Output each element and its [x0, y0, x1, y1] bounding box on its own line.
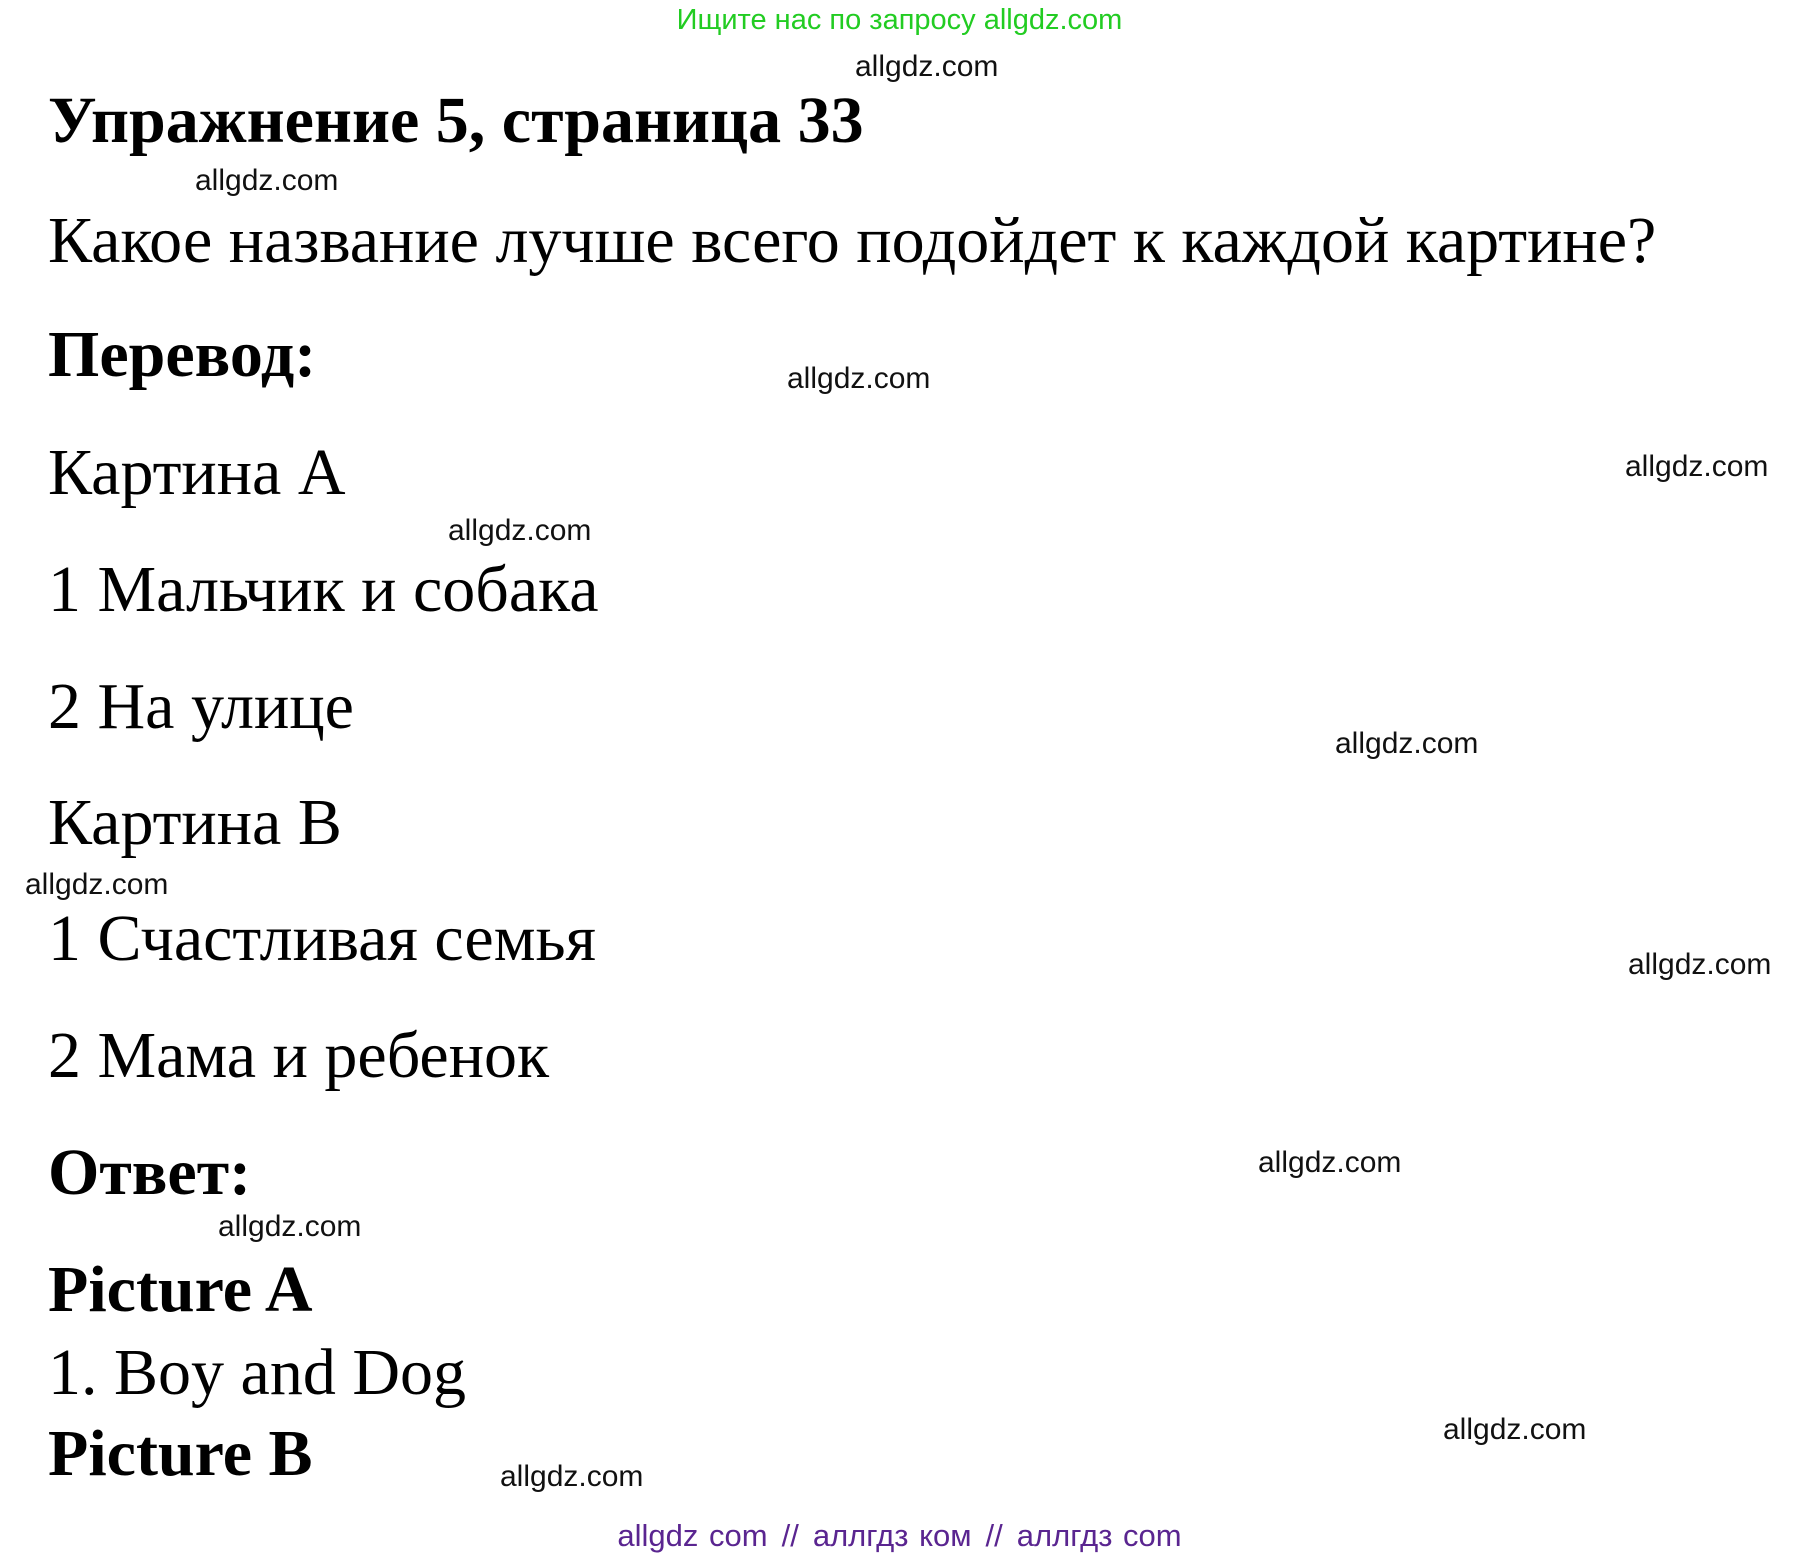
watermark: allgdz.com — [855, 50, 999, 83]
translation-picture-b: Картина B — [48, 786, 342, 859]
watermark: allgdz.com — [218, 1210, 362, 1243]
watermark: allgdz.com — [448, 514, 592, 547]
answer-picture-a-item-1: 1. Boy and Dog — [48, 1336, 466, 1409]
watermark: allgdz.com — [1625, 450, 1769, 483]
watermark: allgdz.com — [500, 1460, 644, 1493]
question-text: Какое название лучше всего подойдет к каждой картине? — [48, 204, 1657, 277]
translation-picture-a-item-1: 1 Мальчик и собака — [48, 553, 599, 626]
answer-heading: Ответ: — [48, 1136, 252, 1209]
translation-heading: Перевод: — [48, 318, 317, 391]
promo-banner: Ищите нас по запросу allgdz.com — [676, 4, 1123, 36]
page-title: Упражнение 5, страница 33 — [48, 84, 864, 157]
watermark: allgdz.com — [1335, 727, 1479, 760]
watermark: allgdz.com — [195, 164, 339, 197]
watermark: allgdz.com — [1628, 948, 1772, 981]
footer-part-3: аллгдз com — [1016, 1518, 1182, 1553]
footer-part-2: аллгдз ком — [812, 1518, 972, 1553]
translation-picture-a: Картина A — [48, 436, 346, 509]
footer-separator: // — [985, 1518, 1003, 1553]
watermark: allgdz.com — [787, 362, 931, 395]
footer-part-1: allgdz com — [617, 1518, 768, 1553]
answer-picture-b: Picture B — [48, 1417, 313, 1490]
translation-picture-b-item-1: 1 Счастливая семья — [48, 902, 596, 975]
watermark: allgdz.com — [1443, 1413, 1587, 1446]
footer-watermark — [0, 1518, 1799, 1554]
watermark: allgdz.com — [25, 868, 169, 901]
translation-picture-b-item-2: 2 Мама и ребенок — [48, 1019, 550, 1092]
translation-picture-a-item-2: 2 На улице — [48, 670, 354, 743]
watermark: allgdz.com — [1258, 1146, 1402, 1179]
answer-picture-a: Picture A — [48, 1253, 313, 1326]
footer-separator: // — [781, 1518, 799, 1553]
